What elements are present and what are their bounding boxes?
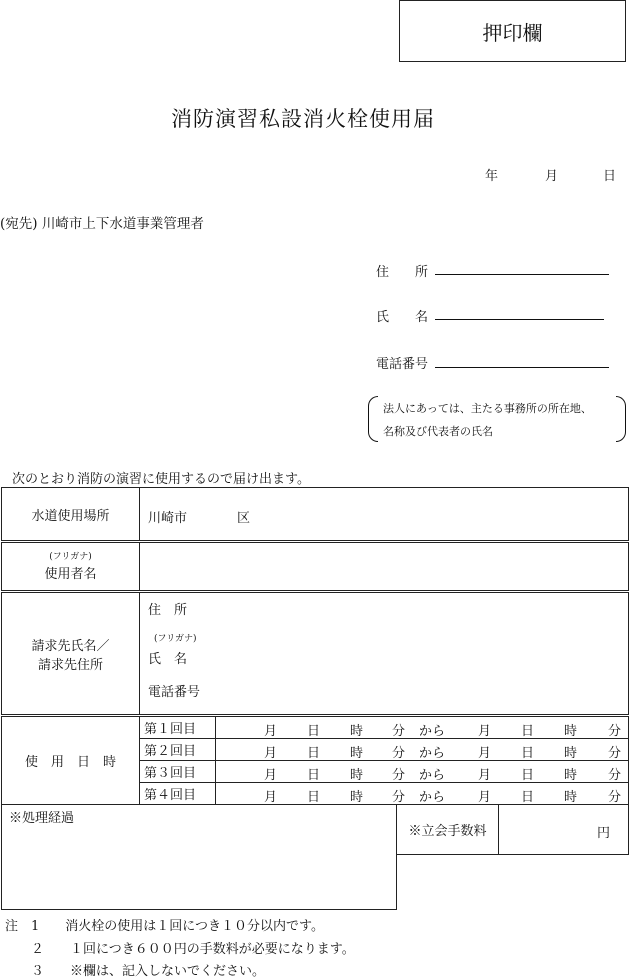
time-unit-minute: 分	[608, 768, 622, 783]
address-field[interactable]	[435, 274, 609, 275]
billing-furigana: (フリガナ)	[154, 634, 197, 644]
note-3: ３ ※欄は、記入しないでください。	[5, 964, 266, 979]
name-label: 氏 名	[376, 310, 429, 325]
time-unit-month: 月	[264, 790, 278, 805]
schedule-time-fields[interactable]	[216, 783, 628, 804]
left-bracket	[368, 396, 378, 442]
schedule-time-fields[interactable]	[216, 717, 628, 738]
time-unit-hour: 時	[564, 746, 578, 761]
time-unit-from: から	[419, 790, 446, 805]
time-unit-month: 月	[264, 724, 278, 739]
user-label-cell	[2, 542, 140, 592]
user-label: 使用者名	[44, 566, 97, 582]
billing-label-1: 請求先氏名／	[31, 638, 110, 654]
time-unit-hour: 時	[350, 768, 364, 783]
billing-label-cell	[2, 592, 140, 716]
user-name-field[interactable]	[140, 542, 629, 592]
time-unit-month: 月	[478, 790, 492, 805]
schedule-row-label: 第３回目	[140, 761, 216, 782]
stamp-box	[399, 0, 626, 62]
date-day: 日	[603, 169, 617, 184]
right-bracket	[616, 396, 626, 442]
note-2: ２ １回につき６００円の手数料が必要になります。	[5, 942, 355, 957]
billing-label-2: 請求先住所	[37, 657, 103, 673]
time-unit-day: 日	[521, 790, 535, 805]
schedule-time-fields[interactable]	[216, 739, 628, 760]
fee-unit: 円	[597, 826, 611, 841]
schedule-row[interactable]	[140, 716, 629, 739]
time-unit-minute: 分	[392, 746, 406, 761]
note-1: 注 1 消火栓の使用は１回につき１０分以内です。	[5, 919, 324, 934]
time-unit-hour: 時	[350, 746, 364, 761]
billing-phone-label: 電話番号	[148, 685, 201, 700]
name-field[interactable]	[435, 319, 604, 320]
time-unit-day: 日	[521, 746, 535, 761]
place-label: 水道使用場所	[2, 488, 140, 542]
address-label: 住 所	[376, 265, 429, 280]
time-unit-minute: 分	[392, 724, 406, 739]
schedule-row-label: 第１回目	[140, 717, 216, 738]
schedule-row-label: 第４回目	[140, 783, 216, 804]
time-unit-day: 日	[521, 724, 535, 739]
process-box	[1, 804, 397, 910]
time-unit-minute: 分	[608, 724, 622, 739]
application-table	[1, 487, 629, 805]
billing-address-label: 住 所	[148, 603, 188, 618]
billing-field[interactable]	[140, 592, 629, 716]
place-ward: 区	[237, 511, 251, 526]
time-unit-day: 日	[307, 746, 321, 761]
time-unit-from: から	[419, 746, 446, 761]
date-year: 年	[485, 169, 499, 184]
billing-name-label: 氏 名	[148, 652, 188, 667]
corp-note-1: 法人にあっては、主たる事務所の所在地、	[383, 402, 592, 415]
time-unit-hour: 時	[350, 790, 364, 805]
time-unit-day: 日	[307, 768, 321, 783]
time-unit-hour: 時	[350, 724, 364, 739]
fee-box	[397, 804, 629, 855]
fee-label: ※立会手数料	[397, 804, 499, 854]
user-furigana: (フリガナ)	[49, 551, 92, 562]
office-section	[1, 804, 629, 910]
intro-text: 次のとおり消防の演習に使用するので届け出ます。	[12, 472, 310, 487]
time-unit-minute: 分	[392, 790, 406, 805]
schedule-row[interactable]	[140, 783, 629, 805]
place-field[interactable]	[140, 488, 629, 542]
time-unit-hour: 時	[564, 724, 578, 739]
time-unit-month: 月	[478, 746, 492, 761]
time-unit-day: 日	[307, 790, 321, 805]
time-unit-minute: 分	[608, 790, 622, 805]
schedule-label: 使 用 日 時	[2, 716, 140, 805]
time-unit-month: 月	[478, 768, 492, 783]
time-unit-month: 月	[478, 724, 492, 739]
schedule-time-fields[interactable]	[216, 761, 628, 782]
process-label: ※処理経過	[9, 811, 75, 826]
addressee: (宛先) 川崎市上下水道事業管理者	[0, 216, 204, 232]
time-unit-day: 日	[307, 724, 321, 739]
time-unit-month: 月	[264, 746, 278, 761]
time-unit-month: 月	[264, 768, 278, 783]
time-unit-minute: 分	[392, 768, 406, 783]
date-month: 月	[545, 169, 559, 184]
time-unit-hour: 時	[564, 790, 578, 805]
phone-label: 電話番号	[376, 357, 429, 372]
time-unit-hour: 時	[564, 768, 578, 783]
time-unit-minute: 分	[608, 746, 622, 761]
place-city: 川崎市	[148, 511, 188, 526]
time-unit-from: から	[419, 724, 446, 739]
phone-field[interactable]	[435, 367, 609, 368]
page-title: 消防演習私設消火栓使用届	[171, 107, 435, 131]
time-unit-from: から	[419, 768, 446, 783]
stamp-label: 押印欄	[482, 20, 543, 45]
time-unit-day: 日	[521, 768, 535, 783]
schedule-row-label: 第２回目	[140, 739, 216, 760]
schedule-row[interactable]	[140, 739, 629, 761]
corp-note-2: 名称及び代表者の氏名	[383, 425, 493, 438]
schedule-row[interactable]	[140, 761, 629, 783]
